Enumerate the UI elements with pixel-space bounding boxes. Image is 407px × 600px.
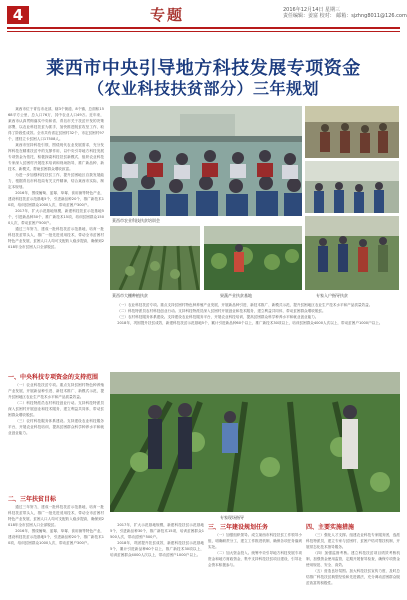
photo-caption: 果蔬产业扶贫基地 xyxy=(220,293,252,298)
bottom-column-2 xyxy=(208,532,302,596)
subhead-4: 四、主要实施措施 xyxy=(306,524,355,531)
editor-email-line xyxy=(283,13,407,19)
subhead-3: 三、三年建设规划任务 xyxy=(208,524,269,531)
photo-caption: 专家现场指导 xyxy=(220,515,244,520)
subhead-1: 一、中央科技专项资金的支持范围 xyxy=(8,374,99,381)
body-paragraph: 2016年，围绕葡萄、蓝莓、草莓、食用菌等特色产业，建设科技扶贫示范基地5个，引进新品种20个，推广新技术10项，培训贫困群众1000人次，带动贫困户300户。 xyxy=(8,529,104,545)
field-visit-photo xyxy=(305,106,399,158)
body-paragraph: 通过三年努力，建成一批科技扶贫示范基地，培育一批科技扶贫带头人，推广一批先进适用技术，带动全市贫困村特色产业发展，贫困人口人均可支配收入稳步提高，确保到2018年全市贫困人口全部脱贫。 xyxy=(8,505,104,527)
photo-caption: 莱西市农业科技扶贫培训会 xyxy=(112,218,160,223)
greenhouse-field-photo xyxy=(110,226,200,290)
photo-caption: 莱西市大棚种植扶贫 xyxy=(112,293,148,298)
body-paragraph: 通过三年努力，建成一批科技扶贫示范基地，培育一批科技扶贫带头人，推广一批先进适用技术，带动全市贫困村特色产业发展，贫困人口人均可支配收入稳步提高，确保到2018年全市贫困人口全部脱贫。 xyxy=(8,227,104,249)
left-text-column xyxy=(8,106,104,364)
body-paragraph: （三）强化人才支撑。组建农业科技专家服务团，选派科技特派员，建立专家与贫困村、贫困户结对帮扶机制，开展常态化技术指导服务。 xyxy=(306,533,400,549)
body-paragraph: （三）农村科技服务体系建设。支持建设农业科技服务平台，开展农业科技培训，提高贫困群众科学种养水平和就业创业能力。 xyxy=(8,419,104,435)
vegetable-greenhouse-photo xyxy=(204,226,302,290)
body-paragraph: （一）农业科技扶贫专项。重点支持贫困村特色种养殖产业发展，开展新品种引进、新技术推广、新模式示范，提升贫困地区农业生产技术水平和产品质量效益。 xyxy=(8,383,104,399)
body-paragraph: 2018年，巩固提升扶贫成效，新建科技扶贫示范基地5个，累计引进新品种60个以上，推广新技术30项以上，培训贫困群众4000人次以上，带动贫困户1000户以上。 xyxy=(110,541,204,557)
body-paragraph: （二）科技特派员农村科技创业行动。支持科技特派员深入贫困村开展创业和技术服务，建立利益共同体，带动贫困群众增收脱贫。 xyxy=(8,401,104,417)
photo-caption: 专家入户指导扶贫 xyxy=(316,293,348,298)
issue-date: 2016年12月14日 星期三 xyxy=(283,7,341,13)
headline-line-1: 莱西市中央引导地方科技发展专项资金 xyxy=(46,58,361,79)
section-title: 专题 xyxy=(150,6,185,24)
greenhouse-photo xyxy=(305,161,399,213)
body-paragraph: （一）加强组织领导。成立莱西市科技扶贫工作领导小组，明确职责分工，建立工作推进机制，确保各项任务落到实处。 xyxy=(208,533,302,549)
body-paragraph: （三）农村科技服务体系建设。支持建设农业科技服务平台，开展农业科技培训，提高贫困群众科学种养水平和就业创业能力。 xyxy=(117,315,319,319)
header-meta xyxy=(283,7,407,19)
body-paragraph: 2018年，巩固提升扶贫成效，新建科技扶贫示范基地5个，累计引进新品种60个以上，推广新技术30项以上，培训贫困群众4000人次以上，带动贫困户1000户以上。 xyxy=(117,321,383,325)
bottom-column-3 xyxy=(306,532,400,596)
training-meeting-photo xyxy=(110,106,302,216)
header-thin-rule xyxy=(7,31,400,32)
expert-field-guidance-photo xyxy=(110,372,400,512)
body-paragraph: 2016年，围绕葡萄、蓝莓、草莓、食用菌等特色产业，建设科技扶贫示范基地5个，引进新品种20个，推广新技术10项，培训贫困群众1000人次，带动贫困户300户。 xyxy=(8,191,104,207)
left-lower-text xyxy=(8,382,104,490)
bottom-column-1 xyxy=(110,522,204,596)
body-paragraph: （二）科技特派员农村科技创业行动。支持科技特派员深入贫困村开展创业和技术服务，建立利益共同体，带动贫困群众增收脱贫。 xyxy=(117,309,326,313)
body-paragraph: 为进一步加强科技扶贫工作，提升贫困地区自我发展能力，根据青岛市科技局有关文件精神，结合莱西市实际，制定本规划。 xyxy=(8,173,104,189)
body-paragraph: 2017年，扩大示范基地规模，新建科技扶贫示范基地5个，引进新品种30个，推广新技术15项，培训贫困群众1500人次，带动贫困户500户。 xyxy=(8,209,104,225)
body-paragraph: 2017年，扩大示范基地规模，新建科技扶贫示范基地5个，引进新品种30个，推广新技术15项，培训贫困群众1500人次，带动贫困户500户。 xyxy=(110,523,204,539)
intro-paragraph: 莱西市位于青岛市北部，辖3个街道、8个镇，总面积1568平方公里，总人口76万，其中农业人口49万。近年来，莱西市认真贯彻落实中央和省、青岛市关于扶贫开发的决策部署，以农业科技扶贫为抓手，加快推进脱贫攻坚工作，取得了阶段性成效。全市共有省定贫困村32个，市定贫困村97个，建档立卡贫困人口17508人。 xyxy=(8,107,104,141)
editor-line: 责任编辑：姜富 校对： xyxy=(283,13,335,19)
left-bottom-text xyxy=(8,504,104,594)
body-paragraph: （五）营造良好氛围。加大科技扶贫宣传力度，及时总结推广科技扶贫典型经验和先进做法，充分调动贫困群众脱贫致富的积极性。 xyxy=(306,569,400,585)
field-guidance-photo xyxy=(305,216,399,290)
subhead-2: 二、三年扶贫目标 xyxy=(8,496,57,503)
body-paragraph: 莱西市坚持科技引领，围绕现代农业发展需求，充分发挥科技在精准扶贫中的支撑作用，以中央引导地方科技发展专项资金为依托，积极探索科技扶贫新模式，组织农业科技专家深入贫困村开展技术培训和现场指导，推广新品种、新技术、新模式，帮助贫困群众增收致富。 xyxy=(8,143,104,171)
body-paragraph: （一）农业科技扶贫专项。重点支持贫困村特色种养殖产业发展，开展新品种引进、新技术推广、新模式示范，提升贫困地区农业生产技术水平和产品质量效益。 xyxy=(117,303,373,307)
body-paragraph: （二）加大资金投入。统筹中央引导地方科技发展专项资金和地方财政资金，集中支持科技扶贫项目建设，引导社会资本积极参与。 xyxy=(208,551,302,567)
email-line: 邮箱：sjzhng8011@126.com xyxy=(336,13,407,19)
middle-text-block xyxy=(110,302,400,362)
page-number: 4 xyxy=(7,6,29,24)
body-paragraph: （四）加强监督考核。建立科技扶贫项目绩效考核机制，加强资金使用监管，定期开展督导检查，确保专项资金使用规范、安全、高效。 xyxy=(306,551,400,567)
headline-line-2: （农业科技扶贫部分）三年规划 xyxy=(87,79,319,98)
header-rule xyxy=(7,27,400,29)
